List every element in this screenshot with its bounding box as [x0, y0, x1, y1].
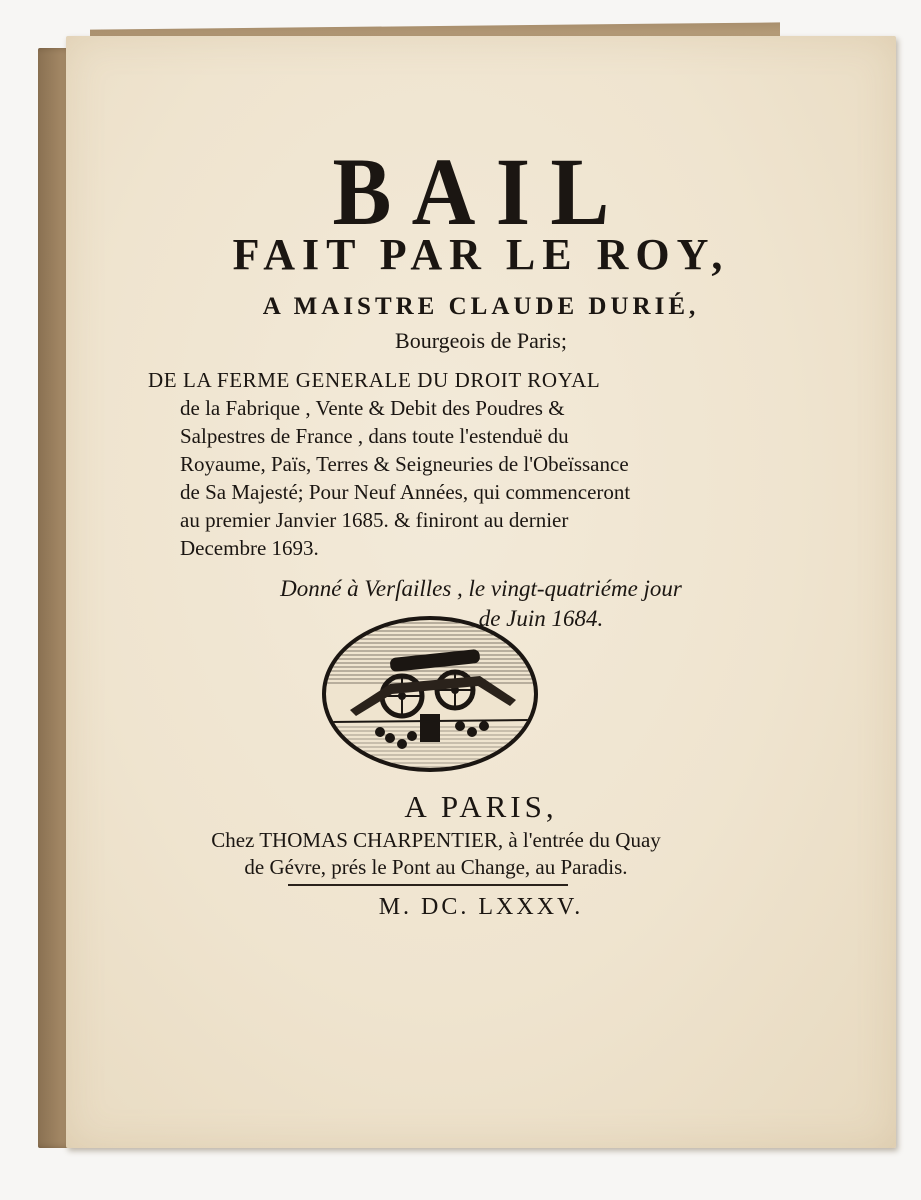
publisher-line: Chez THOMAS CHARPENTIER, à l'entrée du Quay [211, 828, 661, 852]
subtitle-maistre: A MAISTRE CLAUDE DURIÉ, [262, 293, 700, 320]
body-paragraph [148, 366, 708, 562]
dated-line: Donné à Verſailles , le vingt-quatriéme jour [280, 576, 682, 601]
body-line: de la Fabrique , Vente & Debit des Poudres & [180, 396, 565, 420]
body-line: de Sa Majesté; Pour Neuf Années, qui commenceront [180, 480, 631, 504]
title-page [66, 36, 896, 1148]
publisher-line: de Gévre, prés le Pont au Change, au Paradis. [244, 855, 628, 879]
cannon-vignette-icon [320, 614, 540, 774]
subtitle-fait-par-le-roy: FAIT PAR LE ROY, [232, 230, 730, 279]
document-title: BAIL [332, 138, 630, 245]
page-content [66, 36, 896, 1148]
body-line: Salpestres de France , dans toute l'estenduë du [180, 424, 569, 448]
dated-line: de Juin 1684. [478, 606, 604, 631]
divider-rule [288, 884, 568, 886]
city-line: A PARIS, [404, 789, 558, 824]
body-line: Royaume, Païs, Terres & Seigneuries de l'Obeïssance [180, 452, 629, 476]
publication-year: M. DC. LXXXV. [378, 894, 584, 920]
body-line: au premier Janvier 1685. & finiront au dernier [180, 508, 569, 532]
body-line: Decembre 1693. [180, 536, 319, 560]
body-line: DE LA FERME GENERALE DU DROIT ROYAL [148, 368, 601, 392]
publisher-block [156, 827, 716, 881]
subtitle-bourgeois: Bourgeois de Paris; [395, 328, 567, 353]
